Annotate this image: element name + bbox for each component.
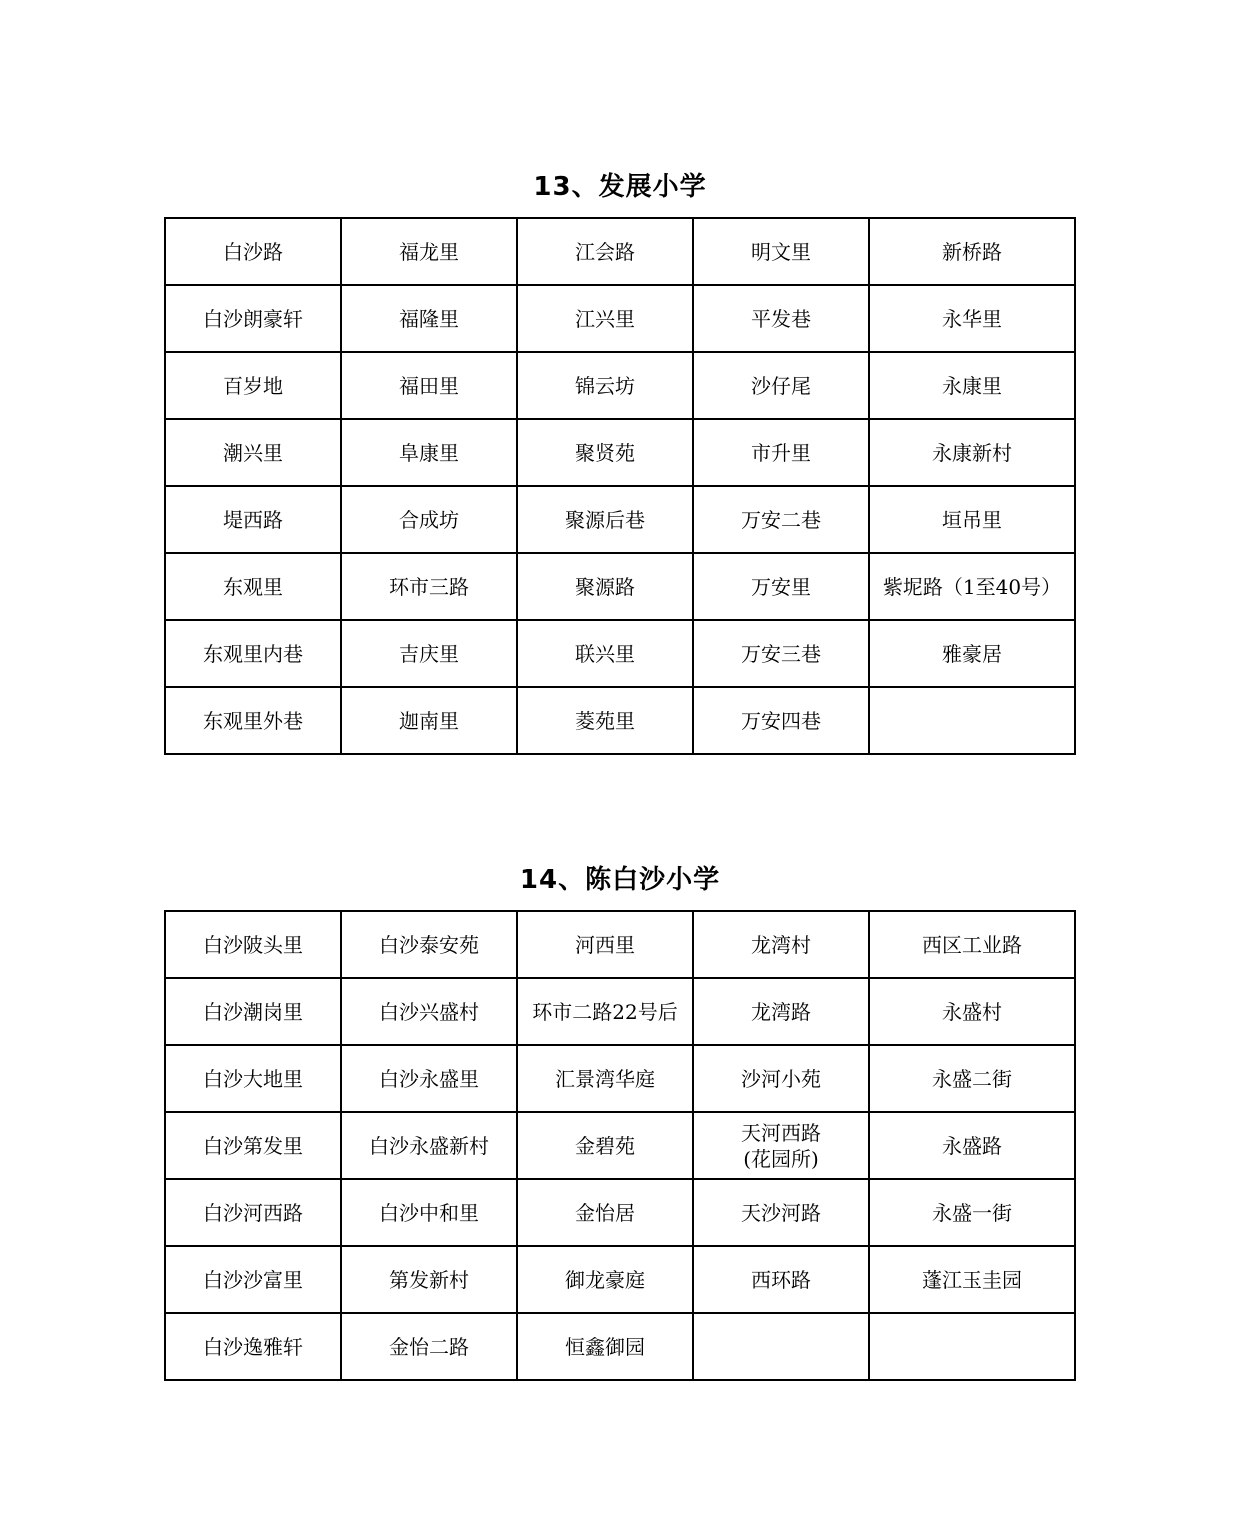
table-cell: 江兴里 [517, 285, 693, 352]
table-cell: 堤西路 [165, 486, 341, 553]
table-cell: 白沙大地里 [165, 1045, 341, 1112]
table-cell: 百岁地 [165, 352, 341, 419]
table-cell: 万安二巷 [693, 486, 869, 553]
table-cell: 永盛村 [869, 978, 1075, 1045]
table-cell: 永盛二街 [869, 1045, 1075, 1112]
table-row [165, 352, 1075, 419]
table-cell: 东观里 [165, 553, 341, 620]
table-cell: 白沙永盛新村 [341, 1112, 517, 1179]
table-cell: 锦云坊 [517, 352, 693, 419]
table-cell: 阜康里 [341, 419, 517, 486]
table-row [165, 911, 1075, 978]
table-cell: 平发巷 [693, 285, 869, 352]
table-cell: 市升里 [693, 419, 869, 486]
table-cell: 永华里 [869, 285, 1075, 352]
table-cell: 万安四巷 [693, 687, 869, 754]
table-cell: 福龙里 [341, 218, 517, 285]
table-row [165, 978, 1075, 1045]
table-cell: 合成坊 [341, 486, 517, 553]
table-row [165, 687, 1075, 754]
table-cell: 蓬江玉圭园 [869, 1246, 1075, 1313]
table-cell: 白沙陂头里 [165, 911, 341, 978]
table-row [165, 620, 1075, 687]
table-row [165, 1045, 1075, 1112]
section-title: 14、陈白沙小学 [519, 865, 721, 895]
table-cell: 万安三巷 [693, 620, 869, 687]
table-cell: 福田里 [341, 352, 517, 419]
table-cell: 白沙河西路 [165, 1179, 341, 1246]
table-cell: 迦南里 [341, 687, 517, 754]
table-cell: 紫坭路（1至40号） [869, 553, 1075, 620]
table-cell: 西环路 [693, 1246, 869, 1313]
table-cell [869, 687, 1075, 754]
table-cell: 永盛一街 [869, 1179, 1075, 1246]
table-cell: 沙河小苑 [693, 1045, 869, 1112]
table-cell: 新桥路 [869, 218, 1075, 285]
table-cell: 东观里内巷 [165, 620, 341, 687]
table-cell: 潮兴里 [165, 419, 341, 486]
street-table [164, 910, 1076, 1381]
table-cell: 白沙逸雅轩 [165, 1313, 341, 1380]
table-cell: 汇景湾华庭 [517, 1045, 693, 1112]
table-cell: 白沙中和里 [341, 1179, 517, 1246]
table-cell: 沙仔尾 [693, 352, 869, 419]
table-cell: 天河西路 (花园所) [693, 1112, 869, 1179]
table-row [165, 1313, 1075, 1380]
table-cell: 白沙泰安苑 [341, 911, 517, 978]
table-row [165, 486, 1075, 553]
table-row [165, 419, 1075, 486]
section-title: 13、发展小学 [533, 172, 707, 202]
table-cell: 白沙潮岗里 [165, 978, 341, 1045]
table-row [165, 218, 1075, 285]
table-cell: 河西里 [517, 911, 693, 978]
table-cell: 环市三路 [341, 553, 517, 620]
table-cell: 明文里 [693, 218, 869, 285]
table-cell: 江会路 [517, 218, 693, 285]
table-cell: 福隆里 [341, 285, 517, 352]
table-cell: 聚源路 [517, 553, 693, 620]
table-cell: 白沙路 [165, 218, 341, 285]
table-cell: 永盛路 [869, 1112, 1075, 1179]
table-cell [869, 1313, 1075, 1380]
table-row [165, 1246, 1075, 1313]
table-cell: 白沙沙富里 [165, 1246, 341, 1313]
table-cell: 龙湾村 [693, 911, 869, 978]
table-row [165, 1112, 1075, 1179]
table-cell: 永康新村 [869, 419, 1075, 486]
table-cell: 龙湾路 [693, 978, 869, 1045]
table-cell: 西区工业路 [869, 911, 1075, 978]
table-cell: 环市二路22号后 [517, 978, 693, 1045]
table-cell: 雅豪居 [869, 620, 1075, 687]
table-cell: 聚源后巷 [517, 486, 693, 553]
table-cell: 永康里 [869, 352, 1075, 419]
table-cell: 万安里 [693, 553, 869, 620]
table-row [165, 553, 1075, 620]
table-cell: 恒鑫御园 [517, 1313, 693, 1380]
table-cell: 第发新村 [341, 1246, 517, 1313]
table-cell: 吉庆里 [341, 620, 517, 687]
table-cell: 御龙豪庭 [517, 1246, 693, 1313]
table-cell [693, 1313, 869, 1380]
table-row [165, 1179, 1075, 1246]
table-cell: 白沙兴盛村 [341, 978, 517, 1045]
street-table [164, 217, 1076, 755]
table-cell: 金怡居 [517, 1179, 693, 1246]
table-cell: 金怡二路 [341, 1313, 517, 1380]
table-cell: 白沙第发里 [165, 1112, 341, 1179]
table-cell: 金碧苑 [517, 1112, 693, 1179]
table-cell: 聚贤苑 [517, 419, 693, 486]
table-cell: 垣吊里 [869, 486, 1075, 553]
table-cell: 菱苑里 [517, 687, 693, 754]
table-cell: 白沙朗豪轩 [165, 285, 341, 352]
table-cell: 白沙永盛里 [341, 1045, 517, 1112]
table-row [165, 285, 1075, 352]
table-cell: 东观里外巷 [165, 687, 341, 754]
table-cell: 联兴里 [517, 620, 693, 687]
table-cell: 天沙河路 [693, 1179, 869, 1246]
